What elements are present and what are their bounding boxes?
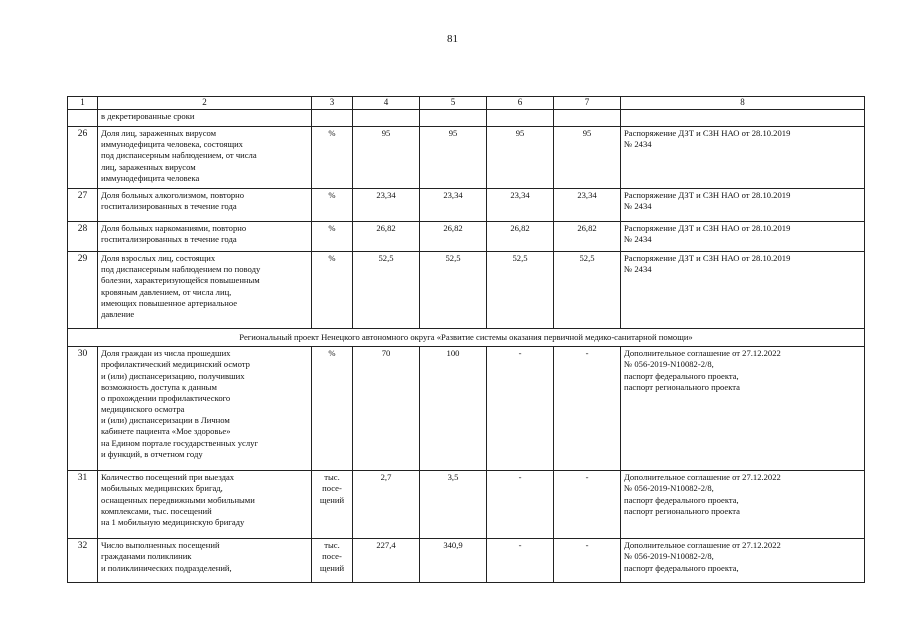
unit: %: [312, 127, 353, 189]
section-header-row: [68, 329, 865, 347]
indicator-name: Доля больных наркоманиями, повторно госпитализированных в течение года: [98, 222, 312, 252]
value-col6: -: [487, 347, 554, 471]
table-row: [68, 471, 865, 539]
value-col4: 23,34: [353, 189, 420, 222]
source-document: Распоряжение ДЗТ и СЗН НАО от 28.10.2019 № 2434: [621, 252, 865, 329]
value-col5: 95: [420, 127, 487, 189]
value-col7: -: [554, 471, 621, 539]
value-col6: -: [487, 471, 554, 539]
indicators-table: [67, 96, 865, 583]
source-document: Дополнительное соглашение от 27.12.2022 № 056-2019-N10082-2/8, паспорт федерального проекта,: [621, 539, 865, 583]
column-number: 8: [621, 97, 865, 110]
column-number: 1: [68, 97, 98, 110]
indicator-name: Число выполненных посещений гражданами поликлиник и поликлинических подразделений,: [98, 539, 312, 583]
column-number: 2: [98, 97, 312, 110]
value-col5: 26,82: [420, 222, 487, 252]
unit: %: [312, 252, 353, 329]
indicator-name: в декретированные сроки: [98, 110, 312, 127]
row-number: 26: [68, 127, 98, 189]
column-number: 7: [554, 97, 621, 110]
value-col7: 95: [554, 127, 621, 189]
unit: тыс. посе- щений: [312, 539, 353, 583]
value-col6: 26,82: [487, 222, 554, 252]
table-row: [68, 189, 865, 222]
value-col5: 340,9: [420, 539, 487, 583]
source-document: Распоряжение ДЗТ и СЗН НАО от 28.10.2019 № 2434: [621, 127, 865, 189]
value-col7: -: [554, 539, 621, 583]
source-document: Дополнительное соглашение от 27.12.2022 № 056-2019-N10082-2/8, паспорт федерального проекта, паспорт регионального проекта: [621, 347, 865, 471]
indicator-name: Доля граждан из числа прошедших профилактический медицинский осмотр и (или) диспансеризацию, получивших возможность доступа к данным о прохождении профилактического медицинского осмотра и (или) диспансеризации в Личном кабинете пациента «Мое здоровье» на Едином портале государственных услуг и функций, в отчетном году: [98, 347, 312, 471]
unit: %: [312, 189, 353, 222]
value-col7: -: [554, 347, 621, 471]
unit: %: [312, 222, 353, 252]
value-col4: 52,5: [353, 252, 420, 329]
value-col5: 23,34: [420, 189, 487, 222]
column-number-row: [68, 97, 865, 110]
row-number: 29: [68, 252, 98, 329]
table-row: [68, 222, 865, 252]
unit: тыс. посе- щений: [312, 471, 353, 539]
value-col4: 95: [353, 127, 420, 189]
value-col6: 52,5: [487, 252, 554, 329]
section-title: Региональный проект Ненецкого автономного округа «Развитие системы оказания первичной медико-санитарной помощи»: [68, 329, 865, 347]
value-col4: 70: [353, 347, 420, 471]
source-document: Дополнительное соглашение от 27.12.2022 № 056-2019-N10082-2/8, паспорт федерального проекта, паспорт регионального проекта: [621, 471, 865, 539]
column-number: 6: [487, 97, 554, 110]
value-col4: 2,7: [353, 471, 420, 539]
unit: %: [312, 347, 353, 471]
value-col6: -: [487, 539, 554, 583]
value-col5: 3,5: [420, 471, 487, 539]
indicator-name: Доля взрослых лиц, состоящих под диспансерным наблюдением по поводу болезни, характеризующейся повышенным кровяным давлением, от числа лиц, имеющих повышенное артериальное давление: [98, 252, 312, 329]
column-number: 5: [420, 97, 487, 110]
value-col4: 227,4: [353, 539, 420, 583]
page-number: 81: [447, 33, 458, 45]
row-number: 28: [68, 222, 98, 252]
value-col7: 23,34: [554, 189, 621, 222]
value-col5: 52,5: [420, 252, 487, 329]
row-number: 30: [68, 347, 98, 471]
source-document: Распоряжение ДЗТ и СЗН НАО от 28.10.2019 № 2434: [621, 222, 865, 252]
table-row: [68, 252, 865, 329]
continuation-row: [68, 110, 865, 127]
column-number: 4: [353, 97, 420, 110]
indicator-name: Количество посещений при выездах мобильных медицинских бригад, оснащенных передвижными мобильными комплексами, тыс. посещений на 1 мобильную медицинскую бригаду: [98, 471, 312, 539]
value-col6: 95: [487, 127, 554, 189]
table-row: [68, 539, 865, 583]
indicator-name: Доля больных алкоголизмом, повторно госпитализированных в течение года: [98, 189, 312, 222]
table-row: [68, 127, 865, 189]
row-number: 31: [68, 471, 98, 539]
row-number: 32: [68, 539, 98, 583]
source-document: Распоряжение ДЗТ и СЗН НАО от 28.10.2019 № 2434: [621, 189, 865, 222]
value-col7: 52,5: [554, 252, 621, 329]
column-number: 3: [312, 97, 353, 110]
value-col4: 26,82: [353, 222, 420, 252]
table-row: [68, 347, 865, 471]
row-number: 27: [68, 189, 98, 222]
value-col5: 100: [420, 347, 487, 471]
value-col6: 23,34: [487, 189, 554, 222]
value-col7: 26,82: [554, 222, 621, 252]
indicator-name: Доля лиц, зараженных вирусом иммунодефицита человека, состоящих под диспансерным наблюдением, от числа лиц, зараженных вирусом иммунодефицита человека: [98, 127, 312, 189]
